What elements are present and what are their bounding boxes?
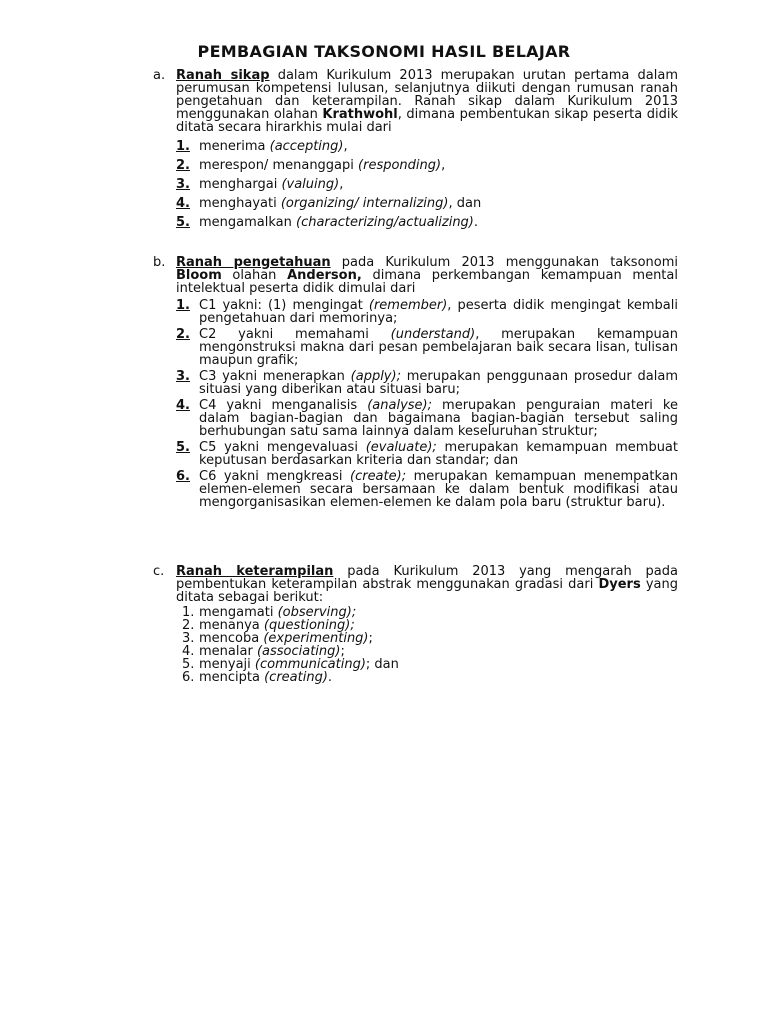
section-term: Ranah keterampilan [176,564,334,579]
list-item: 5. mengamalkan (characterizing/actualizing). [176,215,479,230]
section-term: Ranah sikap [176,68,270,83]
page-title: PEMBAGIAN TAKSONOMI HASIL BELAJAR [197,42,571,61]
section-ranah-keterampilan [153,565,678,684]
list-item: 3. mencoba (experimenting); [182,631,373,646]
list-item: 1. menerima (accepting), [176,139,348,154]
keterampilan-list [153,606,678,684]
list-item: 3. menghargai (valuing), [176,177,344,192]
section-ranah-pengetahuan [153,256,678,509]
list-item: 4. menalar (associating); [182,644,345,659]
list-item: 1. C1 yakni: (1) mengingat (remember), peserta didik mengingat kembali pengetahuan dari memorinya; [176,298,678,326]
krathwohl-name: Krathwohl [322,107,398,122]
section-term: Ranah pengetahuan [176,255,331,270]
section-letter: c. [153,564,165,579]
list-item: 1. mengamati (observing); [182,605,357,620]
list-item: 4. C4 yakni menganalisis (analyse); merupakan penguraian materi ke dalam bagian-bagian dan bagaimana bagian-bagian tersebut saling berhubungan satu sama lainnya dalam keseluruhan struktur; [176,398,678,439]
bloom-name: Bloom [176,268,222,283]
sikap-list [153,140,678,229]
list-item: 2. merespon/ menanggapi (responding), [176,158,446,173]
anderson-name: Anderson, [287,268,362,283]
list-item: 4. menghayati (organizing/ internalizing), dan [176,196,482,211]
list-item: 5. menyaji (communicating); dan [182,657,399,672]
list-item: 3. C3 yakni menerapkan (apply); merupakan penggunaan prosedur dalam situasi yang diberikan atau situasi baru; [176,369,678,397]
section-intro: Ranah pengetahuan pada Kurikulum 2013 menggunakan taksonomi Bloom olahan Anderson, dimana perkembangan kemampuan mental intelektual peserta didik dimulai dari [176,255,678,296]
list-item: 6. C6 yakni mengkreasi (create); merupakan kemampuan menempatkan elemen-elemen secara bersamaan ke dalam bentuk modifikasi atau mengorganisasikan elemen-elemen ke dalam pola baru (struktur baru). [176,469,678,510]
section-intro: Ranah keterampilan pada Kurikulum 2013 yang mengarah pada pembentukan keterampilan abstrak menggunakan gradasi dari Dyers yang ditata sebagai berikut: [176,564,678,605]
list-item: 2. C2 yakni memahami (understand), merupakan kemampuan mengonstruksi makna dari pesan pembelajaran baik secara lisan, tulisan maupun grafik; [176,327,678,368]
pengetahuan-list [153,299,678,509]
dyers-name: Dyers [598,577,641,592]
list-item: 2. menanya (questioning); [182,618,355,633]
list-item: 6. mencipta (creating). [182,670,333,685]
section-ranah-sikap [153,69,678,229]
section-letter: a. [153,68,166,83]
section-letter: b. [153,255,166,270]
section-intro: Ranah sikap dalam Kurikulum 2013 merupakan urutan pertama dalam perumusan kompetensi lulusan, selanjutnya diikuti dengan rumusan ranah pengetahuan dan keterampilan. Ranah sikap dalam Kurikulum 2013 menggunakan olahan Krathwohl, dimana pembentukan sikap peserta didik ditata secara hirarkhis mulai dari [176,68,678,135]
list-item: 5. C5 yakni mengevaluasi (evaluate); merupakan kemampuan membuat keputusan berdasarkan kriteria dan standar; dan [176,440,678,468]
